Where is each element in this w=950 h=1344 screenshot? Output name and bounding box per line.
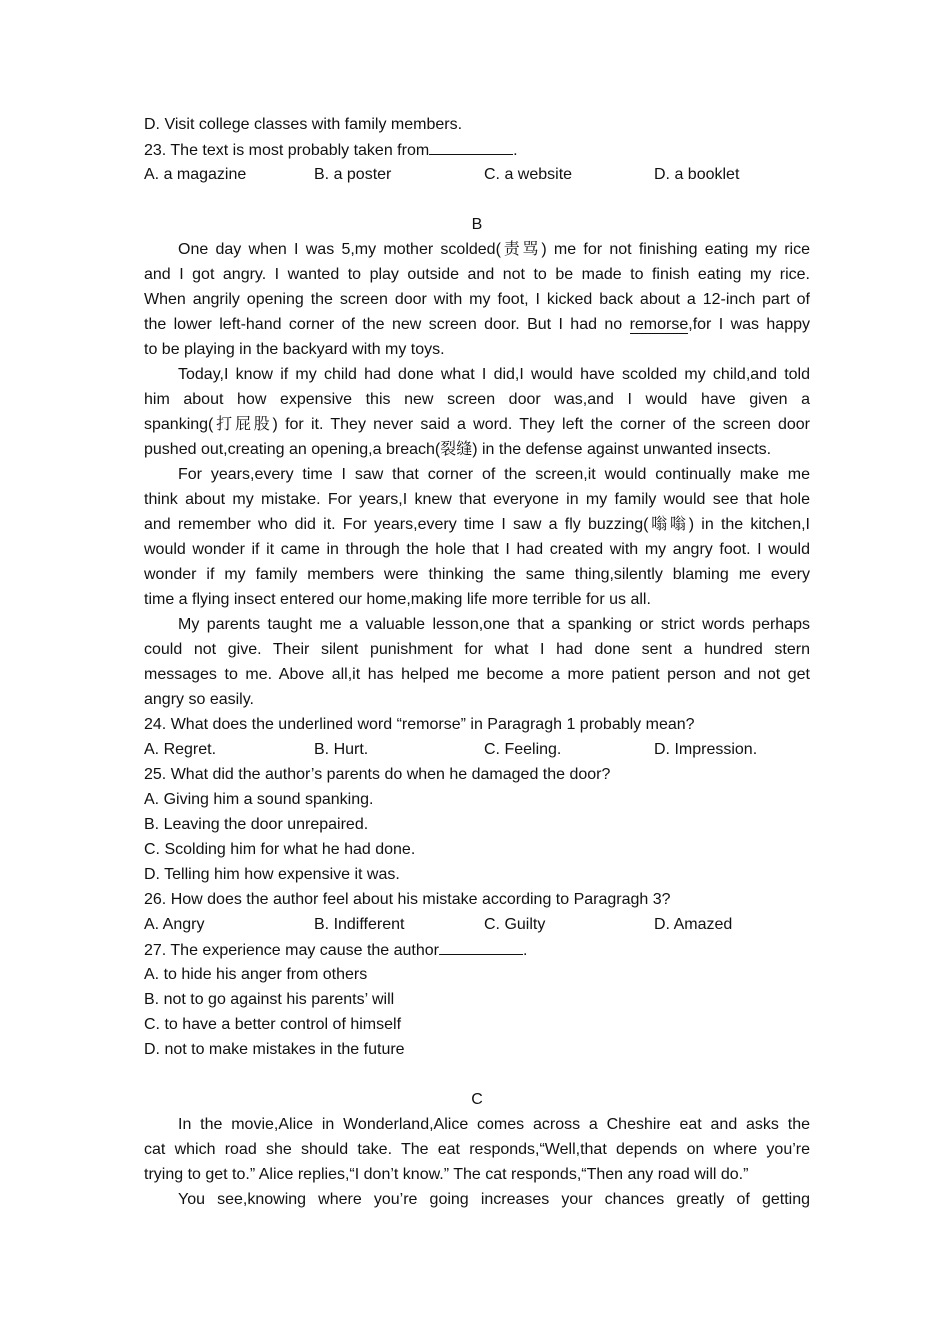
question-26: 26. How does the author feel about his mistake according to Paragragh 3? [144, 891, 671, 908]
question-27-text: 27. The experience may cause the author [144, 942, 439, 959]
text-line: him about how expensive this new screen door was,and I would have given a [144, 391, 810, 408]
text-line: messages to me. Above all,it has helped me become a more patient person and not get [144, 666, 810, 683]
question-24-options [144, 737, 810, 762]
paragraph-1 [144, 237, 810, 362]
text-line: to be playing in the backyard with my toys. [144, 341, 445, 358]
text-line: angry so easily. [144, 691, 254, 708]
option: B. Leaving the door unrepaired. [144, 816, 369, 833]
section-heading-c: C [471, 1091, 483, 1108]
text-line: and I got angry. I wanted to play outside and not to be made to finish eating my rice. [144, 266, 810, 283]
option: C. Guilty [484, 916, 546, 933]
option: D. not to make mistakes in the future [144, 1041, 405, 1058]
option: A. Giving him a sound spanking. [144, 791, 374, 808]
text-line: and remember who did it. For years,every time I saw a fly buzzing(嗡嗡) in the kitchen,I [144, 516, 810, 533]
text-line: One day when I was 5,my mother scolded(责骂) me for not finishing eating my rice [178, 241, 810, 258]
option: D. Impression. [654, 741, 758, 758]
text-line: cat which road she should take. The eat responds,“Well,that depends on where you’re [144, 1141, 810, 1158]
text-line: the lower left-hand corner of the new screen door. But I had no remorse,for I was happy [144, 316, 811, 333]
option: A. Regret. [144, 741, 217, 758]
option: B. not to go against his parents’ will [144, 991, 395, 1008]
text-line: spanking(打屁股) for it. They never said a word. They left the corner of the screen door [144, 416, 810, 433]
question-23-text: 23. The text is most probably taken from [144, 142, 430, 159]
option: B. a poster [314, 166, 392, 183]
option: A. a magazine [144, 166, 247, 183]
option: C. Feeling. [484, 741, 562, 758]
text-line: would wonder if it came in through the hole that I had created with my angry foot. I would [144, 541, 810, 558]
option: D. Amazed [654, 916, 733, 933]
option: D. a booklet [654, 166, 740, 183]
paragraph-c2 [144, 1187, 810, 1212]
question-27: 27. The experience may cause the author . [144, 937, 810, 962]
question-23: 23. The text is most probably taken from . [144, 137, 810, 162]
section-heading-b: B [471, 216, 483, 233]
document-page [144, 112, 810, 1212]
option: A. Angry [144, 916, 205, 933]
text-line: wonder if my family members were thinking the same thing,silently blaming me every [144, 566, 810, 583]
text-line: My parents taught me a valuable lesson,one that a spanking or strict words perhaps [178, 616, 810, 633]
text-line: In the movie,Alice in Wonderland,Alice comes across a Cheshire eat and asks the [178, 1116, 810, 1133]
answer-blank[interactable] [429, 137, 513, 155]
question-26-options [144, 912, 810, 937]
option: B. Indifferent [314, 916, 405, 933]
answer-blank[interactable] [439, 937, 523, 955]
option: A. to hide his anger from others [144, 966, 368, 983]
paragraph-2 [144, 362, 810, 462]
question-23-options [144, 162, 810, 187]
paragraph-c1 [144, 1112, 810, 1187]
paragraph-3 [144, 462, 810, 612]
paragraph-4 [144, 612, 810, 712]
text-line: time a flying insect entered our home,making life more terrible for us all. [144, 591, 651, 608]
question-24: 24. What does the underlined word “remorse” in Paragragh 1 probably mean? [144, 716, 695, 733]
q22-option-d: D. Visit college classes with family members. [144, 116, 463, 133]
text-line: pushed out,creating an opening,a breach(裂缝) in the defense against unwanted insects. [144, 441, 772, 458]
option: C. a website [484, 166, 573, 183]
text-line: trying to get to.” Alice replies,“I don’t know.” The cat responds,“Then any road will do.” [144, 1166, 749, 1183]
underlined-word: remorse [629, 316, 689, 333]
text-line: could not give. Their silent punishment for what I had done sent a hundred stern [144, 641, 810, 658]
text-line: You see,knowing where you’re going increases your chances greatly of getting [178, 1191, 810, 1208]
question-25: 25. What did the author’s parents do when he damaged the door? [144, 766, 611, 783]
option: B. Hurt. [314, 741, 369, 758]
option: C. Scolding him for what he had done. [144, 841, 416, 858]
text-line: think about my mistake. For years,I knew that everyone in my family would see that hole [144, 491, 810, 508]
text-line: Today,I know if my child had done what I did,I would have scolded my child,and told [178, 366, 810, 383]
option: D. Telling him how expensive it was. [144, 866, 400, 883]
text-line: When angrily opening the screen door with my foot, I kicked back about a 12-inch part of [144, 291, 810, 308]
text-line: For years,every time I saw that corner of the screen,it would continually make me [178, 466, 810, 483]
option: C. to have a better control of himself [144, 1016, 402, 1033]
